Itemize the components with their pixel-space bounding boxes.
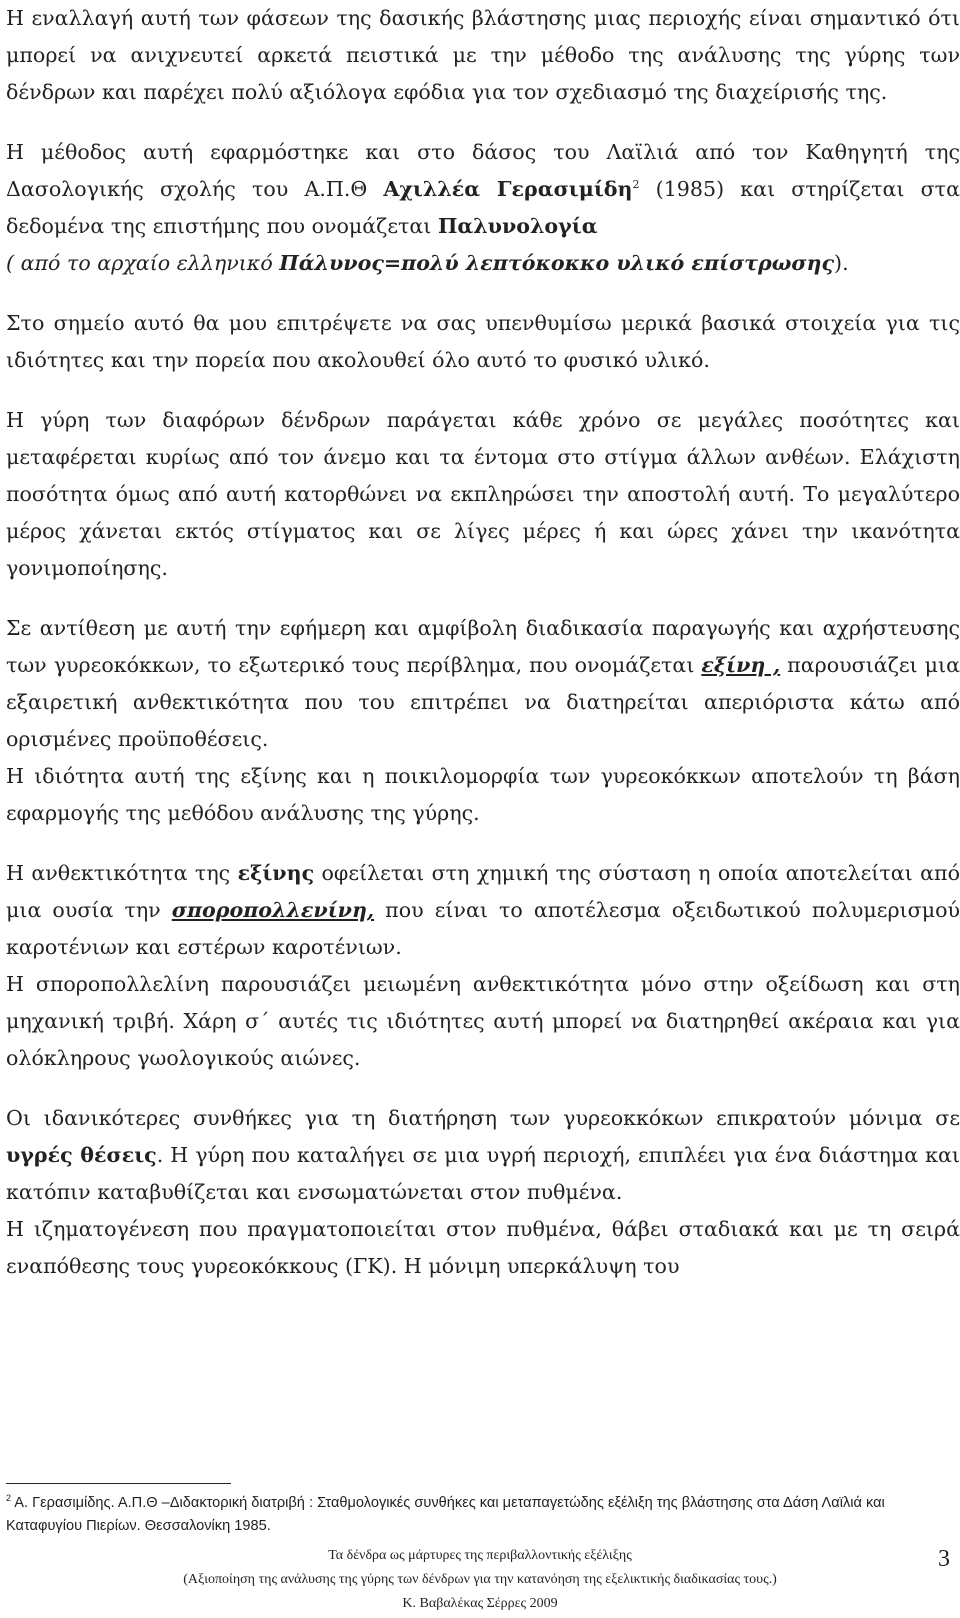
- paragraph-3: [6, 305, 960, 379]
- paragraph-6: [6, 758, 960, 832]
- paragraph-2-text-3: ( από το αρχαίο ελληνικό: [6, 251, 280, 275]
- term-exine: εξίνη ,: [701, 653, 781, 677]
- paragraph-7-text-3: που είναι το αποτέλεσμα οξειδωτικού πολυμερισμού καροτένιων και εστέρων καροτένιων.: [6, 898, 960, 959]
- paragraph-1: [6, 0, 960, 111]
- paragraph-5-text-2: παρουσιάζει μια εξαιρετική ανθεκτικότητα που του επιτρέπει να διατηρείται απεριόριστα κάτω από ορισμένες προϋποθέσεις.: [6, 653, 960, 751]
- paragraph-10-text: Η ιζηματογένεση που πραγματοποιείται στον πυθμένα, θάβει σταδιακά και με τη σειρά εναπόθεσης τους γυρεοκόκκους (ΓΚ). Η μόνιμη υπερκάλυψη του: [6, 1217, 960, 1278]
- footer-subtitle: (Αξιοποίηση της ανάλυσης της γύρης των δένδρων για την κατανόηση της εξελικτικής διαδικασίας τους.): [183, 1572, 777, 1587]
- footnote-ref: 2: [632, 178, 640, 192]
- body-text: [6, 0, 960, 1285]
- paragraph-9: [6, 1100, 960, 1211]
- term-wet-sites: υγρές θέσεις: [6, 1143, 157, 1167]
- footer-author: Κ. Βαβαλέκας Σέρρες 2009: [402, 1596, 558, 1611]
- term-palynology: Παλυνολογία: [437, 214, 598, 238]
- paragraph-5: [6, 610, 960, 758]
- paragraph-2-text-2: (1985) και στηρίζεται στα δεδομένα της επιστήμης που ονομάζεται: [6, 177, 960, 238]
- paragraph-4-text: Η γύρη των διαφόρων δένδρων παράγεται κάθε χρόνο σε μεγάλες ποσότητες και μεταφέρεται κυρίως από τον άνεμο και τα έντομα στο στίγμα άλλων ανθέων. Ελάχιστη ποσότητα όμως από αυτή κατορθώνει να εκπληρώσει την αποστολή αυτή. Το μεγαλύτερο μέρος χάνεται εκτός στίγματος και σε λίγες μέρες ή και ώρες χάνει την ικανότητα γονιμοποίησης.: [6, 408, 960, 580]
- page-number: 3: [938, 1546, 950, 1572]
- paragraph-2-text-4: ).: [834, 251, 849, 275]
- author-name: Αχιλλέα Γερασιμίδη: [383, 177, 633, 201]
- term-sporopollenin: σποροπολλενίνη,: [171, 898, 375, 922]
- paragraph-1-text: Η εναλλαγή αυτή των φάσεων της δασικής βλάστησης μιας περιοχής είναι σημαντικό ότι μπορεί να ανιχνευτεί αρκετά πειστικά με την μέθοδο της ανάλυσης της γύρης των δένδρων και παρέχει πολύ αξιόλογα εφόδια για τον σχεδιασμό της διαχείρισής της.: [6, 6, 960, 104]
- footnote: [6, 1492, 956, 1538]
- paragraph-2-text-1: Η μέθοδος αυτή εφαρμόστηκε και στο δάσος του Λαϊλιά από τον Καθηγητή της Δασολογικής σχολής του Α.Π.Θ: [6, 140, 960, 201]
- page-footer: [0, 1544, 960, 1616]
- paragraph-6-text: Η ιδιότητα αυτή της εξίνης και η ποικιλομορφία των γυρεοκόκκων αποτελούν τη βάση εφαρμογής της μεθόδου ανάλυσης της γύρης.: [6, 764, 960, 825]
- paragraph-5-text-1: Σε αντίθεση με αυτή την εφήμερη και αμφίβολη διαδικασία παραγωγής και αχρήστευσης των γυρεοκόκκων, το εξωτερικό τους περίβλημα, που ονομάζεται: [6, 616, 960, 677]
- footer-title: Τα δένδρα ως μάρτυρες της περιβαλλοντικής εξέλιξης: [328, 1548, 632, 1563]
- paragraph-7-text-1: Η ανθεκτικότητα της: [6, 861, 238, 885]
- paragraph-4: [6, 402, 960, 587]
- paragraph-8: [6, 966, 960, 1077]
- paragraph-9-text-1: Οι ιδανικότερες συνθήκες για τη διατήρηση των γυρεοκκόκων επικρατούν μόνιμα σε: [6, 1106, 960, 1130]
- paragraph-2: [6, 134, 960, 282]
- paragraph-7: [6, 855, 960, 966]
- footnote-number: 2: [6, 1493, 12, 1504]
- footnote-text: Α. Γερασιμίδης. Α.Π.Θ –Διδακτορική διατριβή : Σταθμολογικές συνθήκες και μεταπαγετώδης εξέλιξη της βλάστησης στα Δάση Λαϊλιά και Καταφυγίου Πιερίων. Θεσσαλονίκη 1985.: [6, 1495, 885, 1534]
- paragraph-9-text-2: . Η γύρη που καταλήγει σε μια υγρή περιοχή, επιπλέει για ένα διάστημα και κατόπιν καταβυθίζεται και ενσωματώνεται στον πυθμένα.: [6, 1143, 960, 1204]
- term-exine-2: εξίνης: [237, 861, 315, 885]
- paragraph-8-text: Η σποροπολλελίνη παρουσιάζει μειωμένη ανθεκτικότητα μόνο στην οξείδωση και στη μηχανική τριβή. Χάρη σ΄ αυτές τις ιδιότητες αυτή μπορεί να διατηρηθεί ακέραια και για ολόκληρους γωολογικούς αιώνες.: [6, 972, 960, 1070]
- etymology: Πάλυνος=πολύ λεπτόκοκκο υλικό επίστρωσης: [279, 251, 835, 275]
- paragraph-10: [6, 1211, 960, 1285]
- footnote-separator: [6, 1483, 231, 1484]
- paragraph-7-text-2: οφείλεται στη χημική της σύσταση η οποία αποτελείται από μια ουσία την: [6, 861, 960, 922]
- paragraph-3-text: Στο σημείο αυτό θα μου επιτρέψετε να σας υπενθυμίσω μερικά βασικά στοιχεία για τις ιδιότητες και την πορεία που ακολουθεί όλο αυτό το φυσικό υλικό.: [6, 311, 960, 372]
